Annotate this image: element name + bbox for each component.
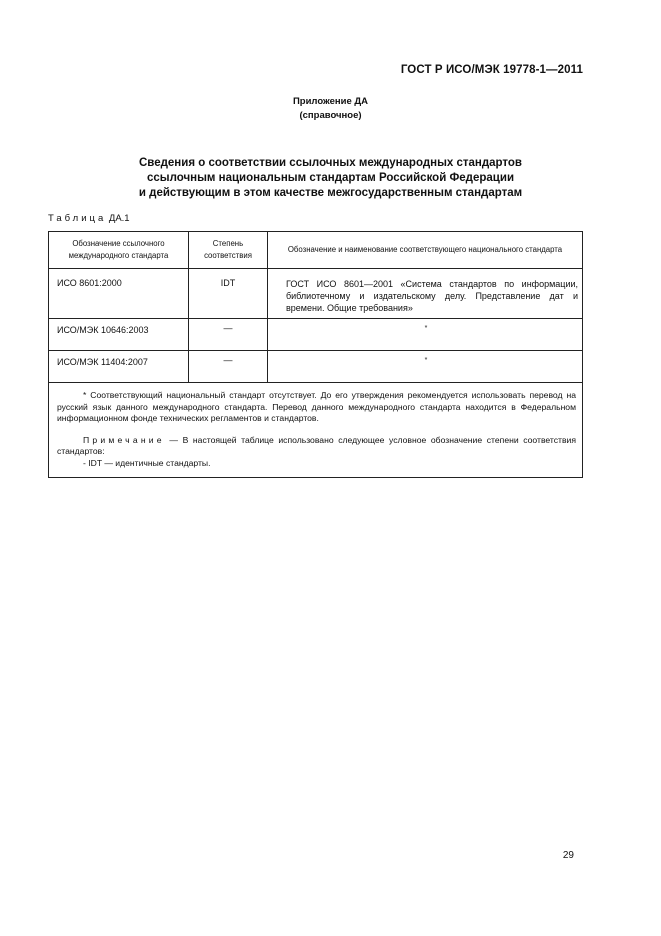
footnote-marker: *	[424, 357, 428, 364]
section-title	[0, 156, 661, 201]
correspondence-table	[48, 231, 583, 478]
header-degree: Степень соответствия	[189, 232, 268, 269]
cell-national-standard	[268, 351, 583, 383]
table-row	[49, 269, 583, 319]
cell-designation: ИСО/МЭК 11404:2007	[49, 351, 189, 383]
document-code: ГОСТ Р ИСО/МЭК 19778-1—2011	[400, 64, 583, 76]
cell-designation: ИСО 8601:2000	[49, 269, 189, 319]
table-row	[49, 351, 583, 383]
table-row	[49, 319, 583, 351]
table-footnote-row	[49, 383, 583, 478]
header-national-standard: Обозначение и наименование соответствующего национального стандарта	[268, 232, 583, 269]
appendix-heading	[0, 95, 661, 123]
section-title-line-3: и действующим в этом качестве межгосударственным стандартам	[138, 187, 523, 199]
appendix-title: Приложение ДА	[292, 96, 369, 107]
section-title-line-1: Сведения о соответствии ссылочных международных стандартов	[138, 157, 522, 169]
cell-degree: IDT	[189, 269, 268, 319]
cell-degree: —	[189, 351, 268, 383]
footnote-text: * Соответствующий национальный стандарт отсутствует. До его утверждения рекомендуется использовать перевод на русский язык данного международного стандарта. Перевод данного международного стандарта находится в Федеральном информационном фонде технических регламентов и стандартов.	[57, 390, 576, 423]
section-title-line-2: ссылочным национальным стандартам Российской Федерации	[146, 172, 515, 184]
page-number: 29	[562, 850, 574, 861]
table-caption-word: Таблица	[48, 213, 107, 224]
appendix-subtitle: (справочное)	[299, 110, 362, 121]
note-text: — В настоящей таблице использовано следующее условное обозначение степени соответствия стандартов:	[57, 434, 577, 456]
cell-national-standard	[268, 319, 583, 351]
table-header-row	[49, 232, 583, 269]
national-standard-text: ГОСТ ИСО 8601—2001 «Система стандартов по информации, библиотечному и издательскому делу. Представление дат и времени. Общие требования»	[286, 279, 578, 313]
table-note	[57, 435, 576, 458]
cell-national-standard	[268, 269, 583, 319]
table-caption	[48, 213, 130, 224]
footnote-marker: *	[424, 325, 428, 332]
header-reference-standard: Обозначение ссылочного международного стандарта	[49, 232, 189, 269]
cell-designation: ИСО/МЭК 10646:2003	[49, 319, 189, 351]
cell-degree: —	[189, 319, 268, 351]
note-label: Примечание	[83, 434, 165, 445]
table-caption-number: ДА.1	[108, 213, 130, 224]
idt-definition: - IDT — идентичные стандарты.	[83, 457, 211, 468]
footnote-cell	[49, 383, 583, 478]
